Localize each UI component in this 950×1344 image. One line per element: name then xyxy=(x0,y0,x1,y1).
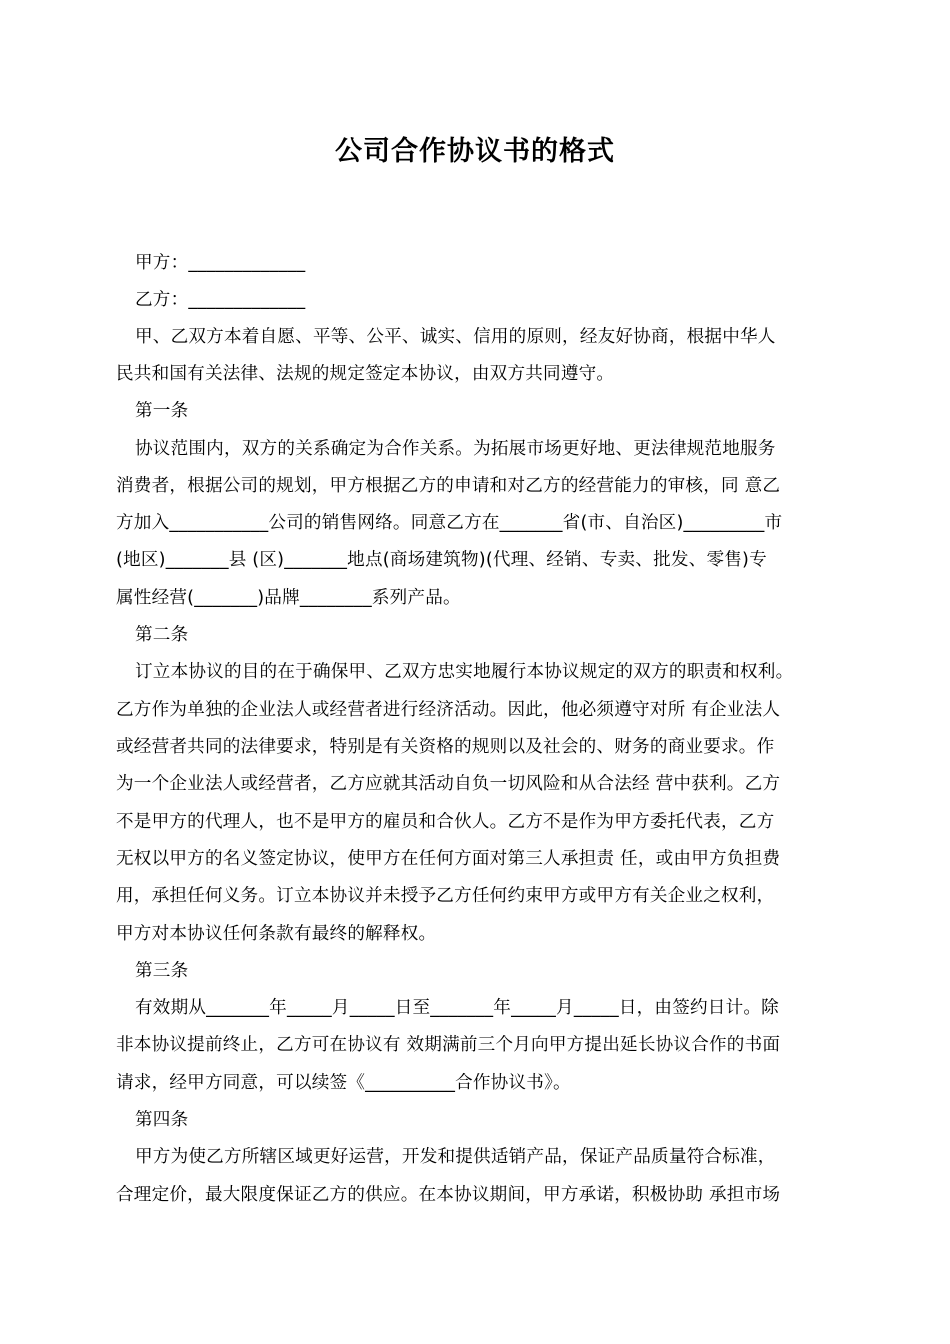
paragraph-line: 甲方为使乙方所辖区域更好运营，开发和提供适销产品，保证产品质量符合标准， xyxy=(135,1147,776,1167)
paragraph-line: 属性经营(_______)品牌________系列产品。 xyxy=(116,588,461,608)
article-heading: 第四条 xyxy=(135,1110,189,1130)
party-a-line: 甲方：_____________ xyxy=(135,253,306,273)
paragraph-line: 甲方对本协议任何条款有最终的解释权。 xyxy=(116,924,437,944)
paragraph-line: 协议范围内，双方的关系确定为合作关系。为拓展市场更好地、更法律规范地服务 xyxy=(135,439,776,459)
paragraph-line: 方加入___________公司的销售网络。同意乙方在_______省(市、自治区)_________市 xyxy=(116,513,783,533)
article-heading: 第二条 xyxy=(135,625,189,645)
paragraph-line: 请求，经甲方同意，可以续签《__________合作协议书》。 xyxy=(116,1073,571,1093)
paragraph-line: 民共和国有关法律、法规的规定签定本协议，由双方共同遵守。 xyxy=(116,364,615,384)
paragraph-line: 有效期从_______年_____月_____日至_______年_____月_____日，由签约日计。除 xyxy=(135,998,779,1018)
paragraph-line: 用，承担任何义务。订立本协议并未授予乙方任何约束甲方或甲方有关企业之权利， xyxy=(116,886,775,906)
paragraph-line: 不是甲方的代理人，也不是甲方的雇员和合伙人。乙方不是作为甲方委托代表，乙方 xyxy=(116,812,775,832)
paragraph-line: 为一个企业法人或经营者，乙方应就其活动自负一切风险和从合法经 营中获利。乙方 xyxy=(116,774,781,794)
paragraph-line: 或经营者共同的法律要求，特别是有关资格的规则以及社会的、财务的商业要求。作 xyxy=(116,737,775,757)
paragraph-line: 无权以甲方的名义签定协议，使甲方在任何方面对第三人承担责 任，或由甲方负担费 xyxy=(116,849,781,869)
paragraph-line: 消费者，根据公司的规划，甲方根据乙方的申请和对乙方的经营能力的审核，同 意乙 xyxy=(116,476,781,496)
article-heading: 第一条 xyxy=(135,401,189,421)
paragraph-line: 乙方作为单独的企业法人或经营者进行经济活动。因此，他必须遵守对所 有企业法人 xyxy=(116,700,781,720)
party-b-line: 乙方：_____________ xyxy=(135,290,306,310)
article-heading: 第三条 xyxy=(135,961,189,981)
paragraph-line: 合理定价，最大限度保证乙方的供应。在本协议期间，甲方承诺，积极协助 承担市场 xyxy=(116,1185,781,1205)
paragraph-line: (地区)_______县 (区)_______地点(商场建筑物)(代理、经销、专卖、批发、零售)专 xyxy=(116,550,767,570)
paragraph-line: 订立本协议的目的在于确保甲、乙双方忠实地履行本协议规定的双方的职责和权利。 xyxy=(135,662,794,682)
paragraph-line: 非本协议提前终止，乙方可在协议有 效期满前三个月向甲方提出延长协议合作的书面 xyxy=(116,1035,781,1055)
document-title: 公司合作协议书的格式 xyxy=(335,136,615,167)
paragraph-line: 甲、乙双方本着自愿、平等、公平、诚实、信用的原则，经友好协商，根据中华人 xyxy=(135,327,776,347)
